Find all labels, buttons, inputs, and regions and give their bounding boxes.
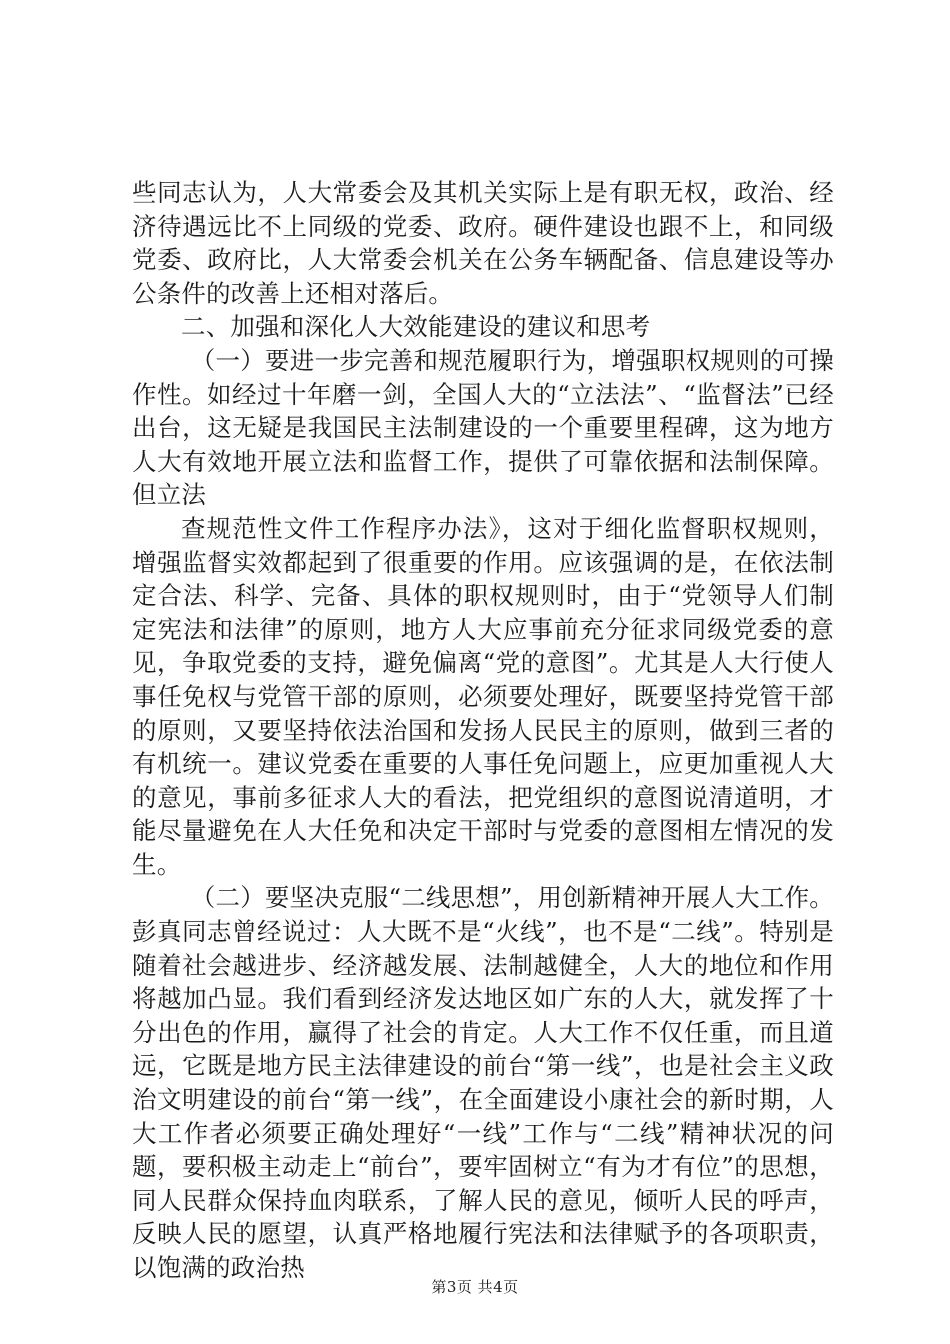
section-heading: 二、加强和深化人大效能建设的建议和思考 (181, 312, 651, 342)
document-body (132, 176, 834, 1285)
page-number: 第3页 共4页 (431, 1278, 519, 1296)
paragraph-point-one-continued: 查规范性文件工作程序办法》，这对于细化监督职权规则，增强监督实效都起到了很重要的作用。应该强调的是，在依法制定合法、科学、完备、具体的职权规则时，由于“党领导人们制定宪法和法律”的原则，地方人大应事前充分征求同级党委的意见，争取党委的支持，避免偏离“党的意图”。尤其是人大行使人事任免权与党管干部的原则，必须要处理好，既要坚持党管干部的原则，又要坚持依法治国和发扬人民民主的原则，做到三者的有机统一。建议党委在重要的人事任免问题上，应更加重视人大的意见，事前多征求人大的看法，把党组织的意图说清道明，才能尽量避免在人大任免和决定干部时与党委的意图相左情况的发生。 (132, 513, 834, 879)
paragraph-point-one: （一）要进一步完善和规范履职行为，增强职权规则的可操作性。如经过十年磨一剑，全国人大的“立法法”、“监督法”已经出台，这无疑是我国民主法制建设的一个重要里程碑，这为地方人大有效地开展立法和监督工作，提供了可靠依据和法制保障。但立法 (132, 345, 834, 510)
paragraph-continuation: 些同志认为，人大常委会及其机关实际上是有职无权，政治、经济待遇远比不上同级的党委、政府。硬件建设也跟不上，和同级党委、政府比，人大常委会机关在公务车辆配备、信息建设等办公条件的改善上还相对落后。 (132, 178, 834, 308)
paragraph-point-two: （二）要坚决克服“二线思想”，用创新精神开展人大工作。彭真同志曾经说过：人大既不是“火线”，也不是“二线”。特别是随着社会越进步、经济越发展、法制越健全，人大的地位和作用将越加凸显。我们看到经济发达地区如广东的人大，就发挥了十分出色的作用，赢得了社会的肯定。人大工作不仅任重，而且道远，它既是地方民主法律建设的前台“第一线”，也是社会主义政治文明建设的前台“第一线”，在全面建设小康社会的新时期，人大工作者必须要正确处理好“一线”工作与“二线”精神状况的问题，要积极主动走上“前台”，要牢固树立“有为才有位”的思想，同人民群众保持血肉联系，了解人民的意见，倾听人民的呼声，反映人民的愿望，认真严格地履行宪法和法律赋予的各项职责，以饱满的政治热 (132, 883, 834, 1282)
